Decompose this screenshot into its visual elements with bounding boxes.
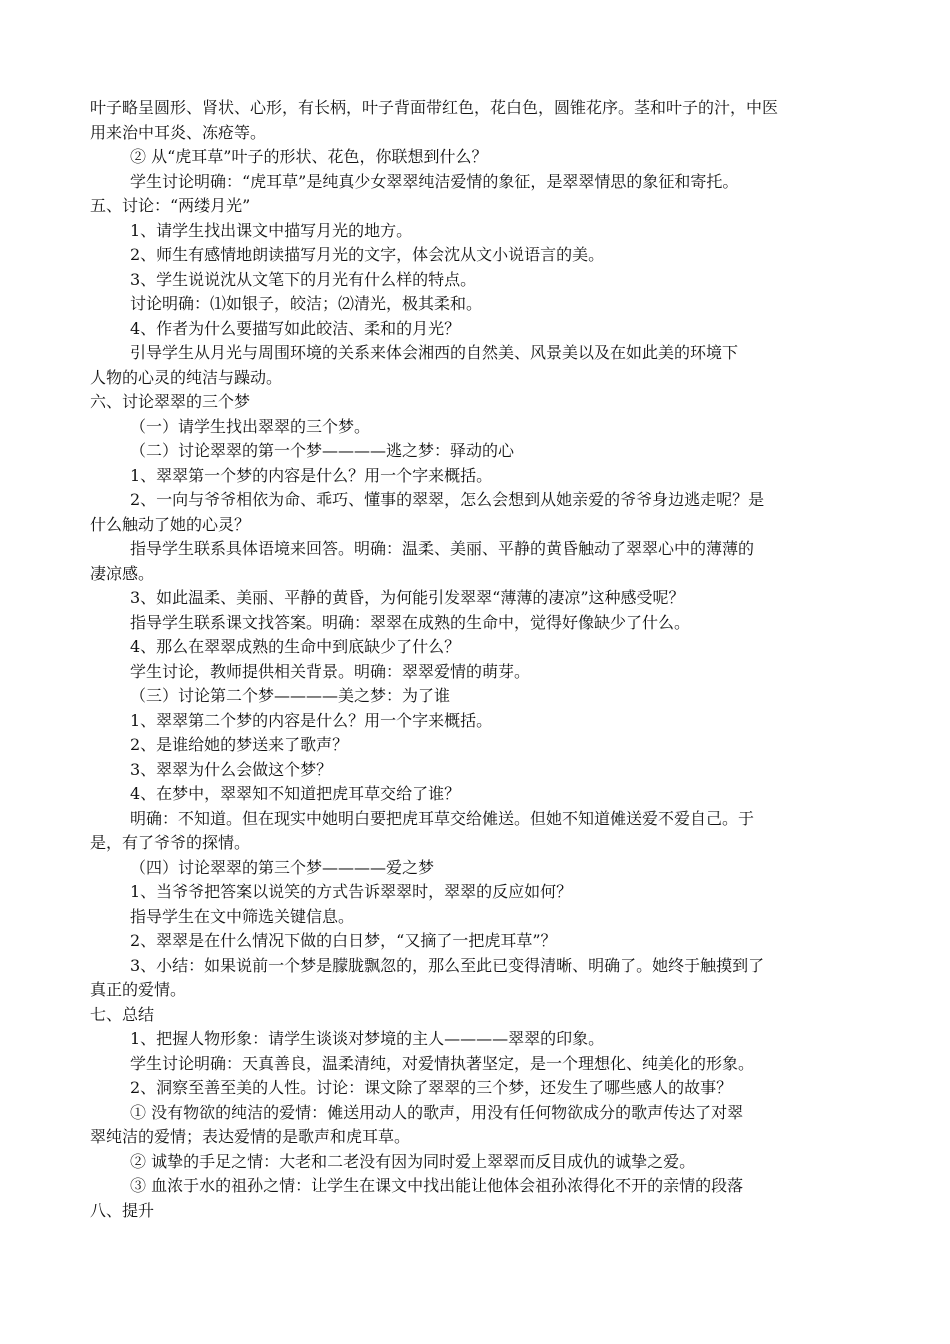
- text-line: 人物的心灵的纯洁与躁动。: [90, 367, 283, 387]
- text-line: 2、一向与爷爷相依为命、乖巧、懂事的翠翠，怎么会想到从她亲爱的爷爷身边逃走呢？是: [130, 490, 765, 509]
- text-line: 学生讨论明确：天真善良，温柔清纯，对爱情执著坚定，是一个理想化、纯美化的形象。: [130, 1053, 755, 1073]
- text-line: ③ 血浓于水的祖孙之情：让学生在课文中找出能让他体会祖孙浓得化不开的亲情的段落: [130, 1176, 744, 1195]
- text-line: 讨论明确：⑴如银子，皎洁；⑵清光，极其柔和。: [130, 294, 483, 313]
- text-line: 4、作者为什么要描写如此皎洁、柔和的月光？: [130, 318, 461, 338]
- text-line: （四）讨论翠翠的第三个梦————爱之梦: [130, 857, 435, 877]
- section-heading: 七、总结: [90, 1004, 155, 1024]
- text-line: 3、如此温柔、美丽、平静的黄昏，为何能引发翠翠“薄薄的凄凉”这种感受呢？: [130, 588, 685, 607]
- text-line: ① 没有物欲的纯洁的爱情：傩送用动人的歌声，用没有任何物欲成分的歌声传达了对翠: [130, 1102, 744, 1122]
- text-line: 翠纯洁的爱情；表达爱情的是歌声和虎耳草。: [90, 1127, 411, 1146]
- text-line: 学生讨论，教师提供相关背景。明确：翠翠爱情的萌芽。: [130, 661, 531, 681]
- text-line: 什么触动了她的心灵？: [90, 514, 251, 534]
- text-line: 1、翠翠第一个梦的内容是什么？用一个字来概括。: [130, 465, 493, 485]
- text-line: 2、洞察至善至美的人性。讨论：课文除了翠翠的三个梦，还发生了哪些感人的故事？: [130, 1078, 733, 1097]
- text-line: 指导学生在文中筛选关键信息。: [130, 906, 355, 926]
- text-line: 引导学生从月光与周围环境的关系来体会湘西的自然美、风景美以及在如此美的环境下: [130, 343, 739, 362]
- text-line: 明确：不知道。但在现实中她明白要把虎耳草交给傩送。但她不知道傩送爱不爱自己。于: [130, 808, 755, 828]
- text-line: 指导学生联系课文找答案。明确：翠翠在成熟的生命中，觉得好像缺少了什么。: [130, 612, 691, 632]
- section-heading: 六、讨论翠翠的三个梦: [90, 392, 251, 411]
- text-line: 1、把握人物形象：请学生谈谈对梦境的主人————翠翠的印象。: [130, 1029, 605, 1048]
- text-line: ② 诚挚的手足之情：大老和二老没有因为同时爱上翠翠而反目成仇的诚挚之爱。: [130, 1151, 696, 1171]
- text-line: （二）讨论翠翠的第一个梦————逃之梦：驿动的心: [130, 441, 515, 460]
- text-line: （一）请学生找出翠翠的三个梦。: [130, 416, 371, 436]
- text-line: 2、翠翠是在什么情况下做的白日梦，“又摘了一把虎耳草”？: [130, 931, 557, 950]
- section-heading: 八、提升: [90, 1200, 155, 1220]
- text-line: 1、当爷爷把答案以说笑的方式告诉翠翠时，翠翠的反应如何？: [130, 882, 573, 901]
- section-heading: 五、讨论：“两缕月光”: [90, 196, 251, 215]
- text-line: 1、请学生找出课文中描写月光的地方。: [130, 220, 413, 240]
- text-line: ② 从“虎耳草”叶子的形状、花色，你联想到什么？: [130, 147, 488, 166]
- text-line: 4、在梦中，翠翠知不知道把虎耳草交给了谁？: [130, 784, 461, 803]
- document-body: [90, 96, 862, 1223]
- text-line: 叶子略呈圆形、肾状、心形，有长柄，叶子背面带红色，花白色，圆锥花序。茎和叶子的汁，中医: [90, 98, 779, 117]
- text-line: 凄凉感。: [90, 563, 155, 583]
- text-line: 1、翠翠第二个梦的内容是什么？用一个字来概括。: [130, 710, 493, 730]
- text-line: 是，有了爷爷的探情。: [90, 833, 251, 852]
- text-line: 3、翠翠为什么会做这个梦？: [130, 759, 333, 779]
- text-line: 2、师生有感情地朗读描写月光的文字，体会沈从文小说语言的美。: [130, 245, 605, 264]
- text-line: 4、那么在翠翠成熟的生命中到底缺少了什么？: [130, 637, 461, 656]
- text-line: 3、小结：如果说前一个梦是朦胧飘忽的，那么至此已变得清晰、明确了。她终于触摸到了: [130, 955, 765, 975]
- text-line: 指导学生联系具体语境来回答。明确：温柔、美丽、平静的黄昏触动了翠翠心中的薄薄的: [130, 539, 755, 558]
- text-line: 用来治中耳炎、冻疮等。: [90, 122, 267, 142]
- text-line: 2、是谁给她的梦送来了歌声？: [130, 735, 349, 754]
- text-line: 真正的爱情。: [90, 980, 187, 999]
- text-line: 学生讨论明确：“虎耳草”是纯真少女翠翠纯洁爱情的象征，是翠翠情思的象征和寄托。: [130, 171, 739, 191]
- text-line: （三）讨论第二个梦————美之梦：为了谁: [130, 686, 451, 705]
- text-line: 3、学生说说沈从文笔下的月光有什么样的特点。: [130, 269, 477, 289]
